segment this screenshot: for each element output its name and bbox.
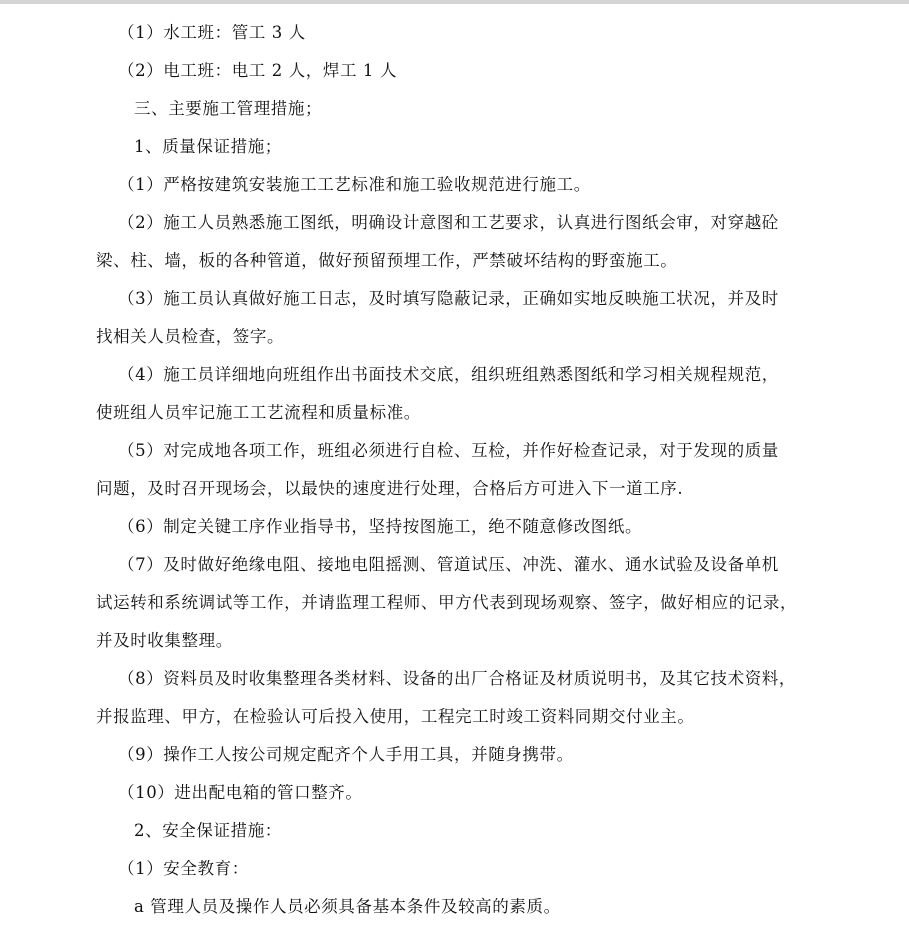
quality-item-7: （7）及时做好绝缘电阻、接地电阻摇测、管道试压、冲洗、灌水、通水试验及设备单机 xyxy=(118,555,779,574)
safety-item-a: a 管理人员及操作人员必须具备基本条件及较高的素质。 xyxy=(134,897,561,916)
quality-item-5: （5）对完成地各项工作，班组必须进行自检、互检，并作好检查记录，对于发现的质量 xyxy=(118,441,779,460)
crew-plumbing-line: （1）水工班：管工 3 人 xyxy=(118,23,306,42)
subheading-safety: 2、安全保证措施： xyxy=(134,821,282,840)
quality-item-2-cont: 梁、柱、墙，板的各种管道，做好预留预埋工作，严禁破坏结构的野蛮施工。 xyxy=(96,251,678,270)
quality-item-3-cont: 找相关人员检查，签字。 xyxy=(96,327,285,346)
subheading-quality: 1、质量保证措施； xyxy=(134,137,282,156)
quality-item-10: （10）进出配电箱的管口整齐。 xyxy=(118,783,363,802)
document-page xyxy=(96,0,836,926)
quality-item-8-cont: 并报监理、甲方，在检验认可后投入使用，工程完工时竣工资料同期交付业主。 xyxy=(96,707,695,726)
quality-item-1: （1）严格按建筑安装施工工艺标准和施工验收规范进行施工。 xyxy=(118,175,591,194)
quality-item-2: （2）施工人员熟悉施工图纸，明确设计意图和工艺要求，认真进行图纸会审，对穿越砼 xyxy=(118,213,779,232)
section-heading-management: 三、主要施工管理措施； xyxy=(134,99,323,118)
quality-item-9: （9）操作工人按公司规定配齐个人手用工具，并随身携带。 xyxy=(118,745,574,764)
quality-item-6: （6）制定关键工序作业指导书，坚持按图施工，绝不随意修改图纸。 xyxy=(118,517,643,536)
safety-item-1: （1）安全教育： xyxy=(118,859,249,878)
quality-item-4: （4）施工员详细地向班组作出书面技术交底，组织班组熟悉图纸和学习相关规程规范， xyxy=(118,365,779,384)
crew-electrical-line: （2）电工班：电工 2 人，焊工 1 人 xyxy=(118,61,397,80)
quality-item-5-cont: 问题，及时召开现场会，以最快的速度进行处理，合格后方可进入下一道工序. xyxy=(96,479,684,498)
quality-item-7-cont: 试运转和系统调试等工作，并请监理工程师、甲方代表到现场观察、签字，做好相应的记录， xyxy=(96,593,798,612)
quality-item-7-cont2: 并及时收集整理。 xyxy=(96,631,233,650)
quality-item-4-cont: 使班组人员牢记施工工艺流程和质量标准。 xyxy=(96,403,421,422)
quality-item-8: （8）资料员及时收集整理各类材料、设备的出厂合格证及材质说明书，及其它技术资料， xyxy=(118,669,796,688)
quality-item-3: （3）施工员认真做好施工日志，及时填写隐蔽记录，正确如实地反映施工状况，并及时 xyxy=(118,289,779,308)
